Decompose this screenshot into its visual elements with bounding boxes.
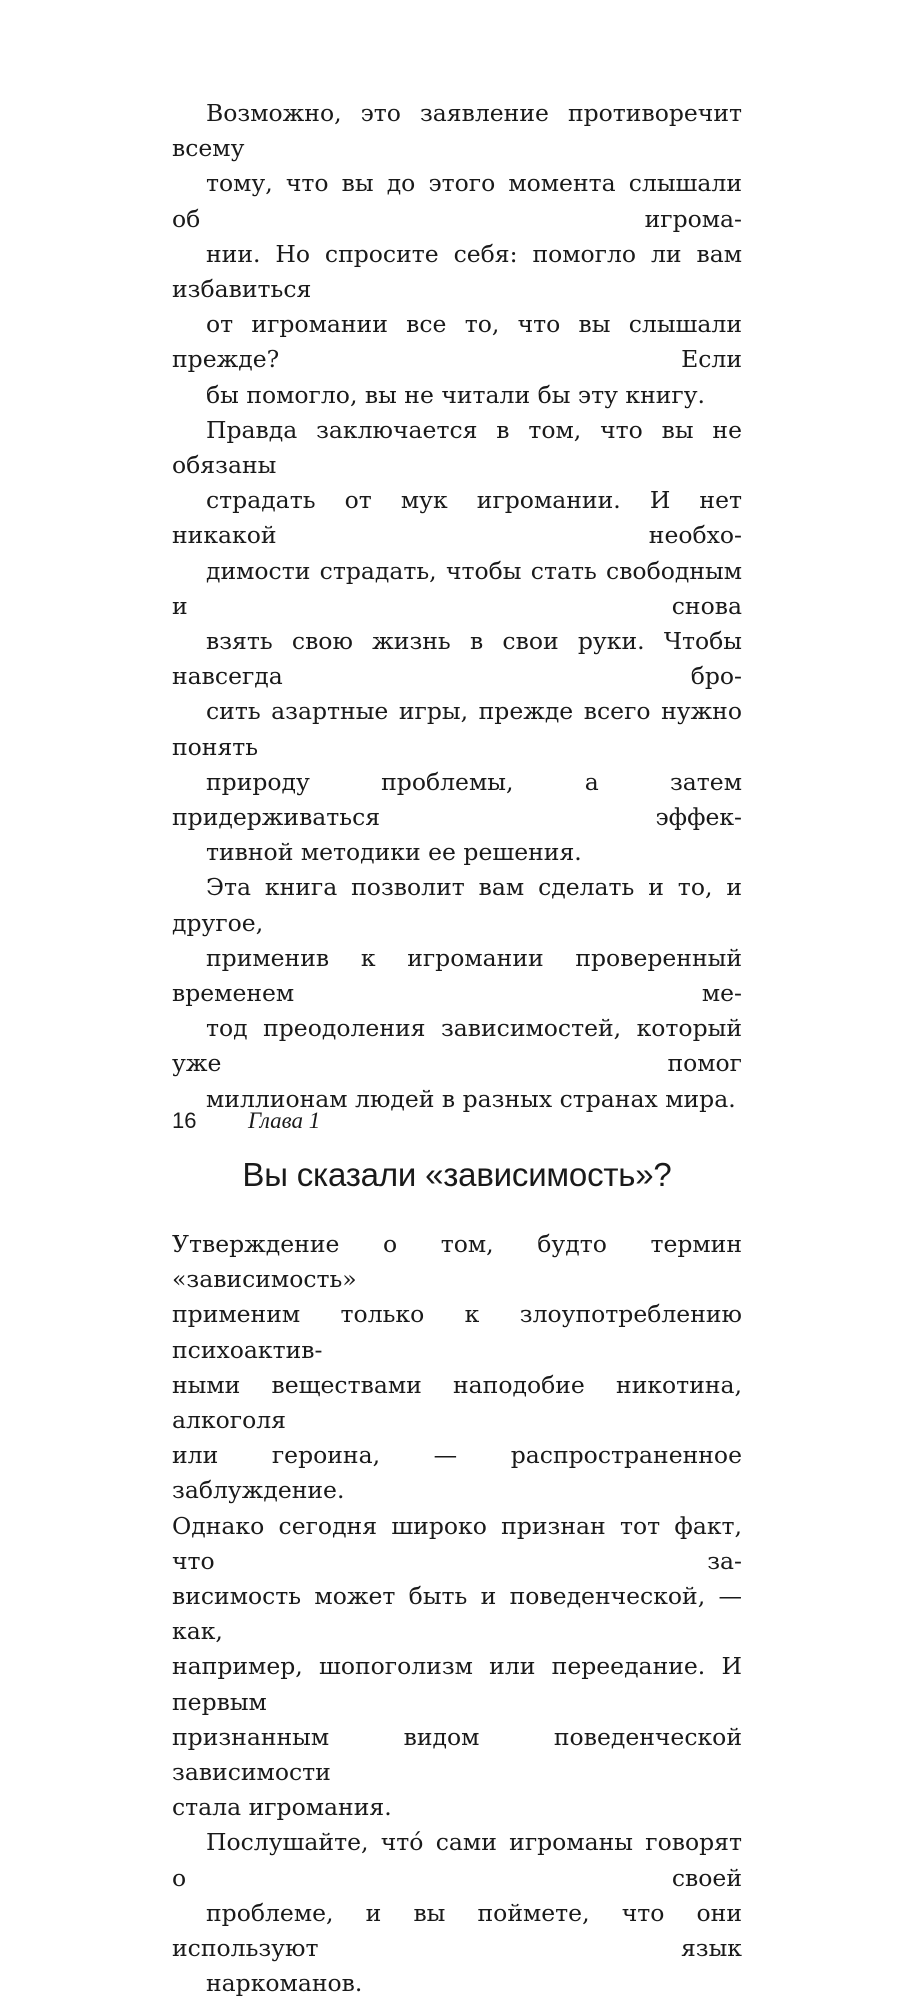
text-line: тод преодоления зависимостей, который уже помог <box>172 1014 742 1078</box>
text-line: нии. Но спросите себя: помогло ли вам избавиться <box>172 239 742 304</box>
text-line: например, шопоголизм или переедание. И первым <box>172 1652 742 1716</box>
paragraph-1 <box>172 96 742 413</box>
text-line: миллионам людей в разных странах мира. <box>206 1084 736 1113</box>
text-line: Возможно, это заявление противоречит всему <box>172 99 742 163</box>
text-line: проблеме, и вы поймете, что они используют язык <box>172 1898 742 1962</box>
text-line: применив к игромании проверенный временем ме- <box>172 943 742 1008</box>
paragraph-5 <box>172 1825 742 2001</box>
text-line: признанным видом поведенческой зависимости <box>172 1722 742 1786</box>
section-title: Вы сказали «зависимость»? <box>242 1155 672 1193</box>
paragraph-2 <box>172 413 742 871</box>
text-line: страдать от мук игромании. И нет никакой необхо- <box>172 486 742 550</box>
bottom-paragraphs <box>172 1227 742 2001</box>
page-number: 16 <box>172 1108 197 1133</box>
top-paragraphs <box>172 96 742 1117</box>
page-footer <box>172 1106 320 1136</box>
text-line: Послушайте, что́ сами игроманы говорят о своей <box>172 1828 742 1892</box>
text-line: тивной методики ее решения. <box>206 838 582 867</box>
text-line: Однако сегодня широко признан тот факт, что за- <box>172 1511 742 1575</box>
text-line: тому, что вы до этого момента слышали об игрома- <box>172 169 742 233</box>
page-body <box>172 96 742 2001</box>
paragraph-3 <box>172 870 742 1116</box>
text-line: бы помогло, вы не читали бы эту книгу. <box>206 380 706 409</box>
text-line: взять свою жизнь в свои руки. Чтобы навсегда бро- <box>172 627 742 691</box>
text-line: стала игромания. <box>172 1793 392 1822</box>
text-line: природу проблемы, а затем придерживаться эффек- <box>172 767 742 832</box>
text-line: Правда заключается в том, что вы не обязаны <box>172 415 742 480</box>
text-line: Эта книга позволит вам сделать и то, и другое, <box>172 873 742 937</box>
text-line: или героина, — распространенное заблуждение. <box>172 1441 742 1505</box>
text-line: наркоманов. <box>206 1969 363 1998</box>
text-line: сить азартные игры, прежде всего нужно понять <box>172 697 742 761</box>
paragraph-4 <box>172 1227 742 1825</box>
text-line: ными веществами наподобие никотина, алкоголя <box>172 1370 742 1434</box>
text-line: димости страдать, чтобы стать свободным и снова <box>172 556 742 620</box>
running-head: Глава 1 <box>248 1108 321 1133</box>
text-line: применим только к злоупотреблению психоактив- <box>172 1300 742 1364</box>
text-line: висимость может быть и поведенческой, — как, <box>172 1581 742 1646</box>
text-line: от игромании все то, что вы слышали прежде? Если <box>172 310 742 374</box>
text-line: Утверждение о том, будто термин «зависимость» <box>172 1229 742 1294</box>
